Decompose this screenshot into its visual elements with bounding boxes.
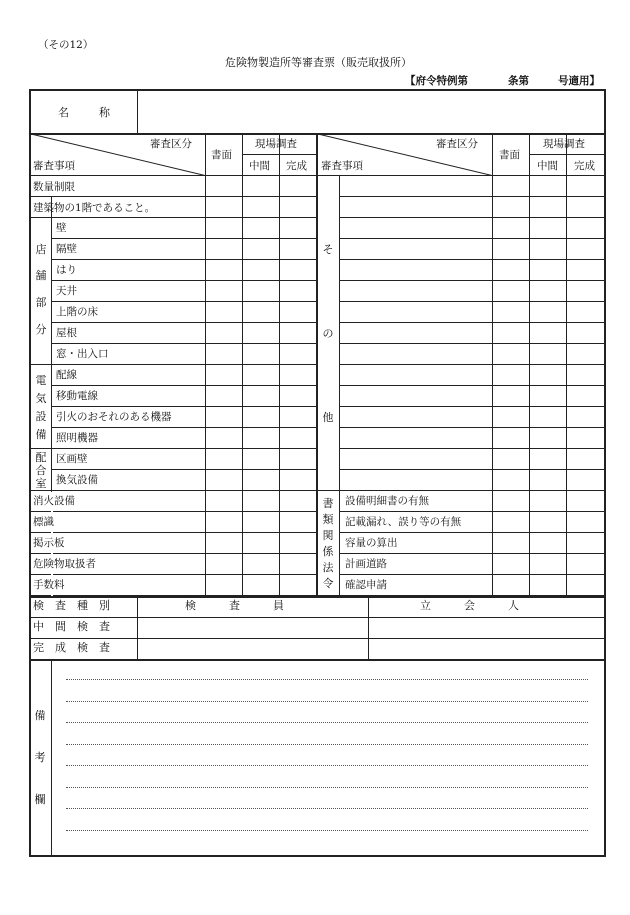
left-item-label: 審査事項 [33,160,75,172]
right-row-line [339,385,605,386]
left-complete-label: 完成 [286,160,307,172]
left-row-line [51,238,317,239]
mix-group-2: 合 [35,464,47,477]
right-row-line [339,427,605,428]
right-row-line [316,490,605,491]
right-row-line [339,532,605,533]
right-col-document-left [492,133,493,597]
shop-window: 窓・出入口 [56,348,109,360]
right-row-line [339,469,605,470]
left-row-line [29,364,317,365]
other-group-1: そ [322,243,334,256]
left-row-line [29,196,317,197]
left-onsite-divider [242,154,317,155]
subtitle-suffix: 号適用】 [558,75,600,87]
docs-group-3: 関 [322,529,334,542]
header-bottom [29,175,605,176]
frame-right [604,89,606,857]
mix-group-1: 配 [35,451,47,464]
remarks-label-1: 備 [34,709,46,722]
remarks-line[interactable] [66,830,588,831]
inspection-top [29,596,605,598]
witness-label: 立 会 人 [420,599,519,612]
shop-group-3: 部 [35,296,47,309]
shop-partition: 隔壁 [56,243,77,255]
docs-confirmation: 確認申請 [345,579,387,591]
item-fire-equipment: 消火設備 [33,495,75,507]
left-row-line [51,322,317,323]
remarks-line[interactable] [66,808,588,809]
left-row-line [29,448,317,449]
item-quantity: 数量制限 [33,181,75,193]
right-row-line [339,280,605,281]
right-row-line [339,217,605,218]
left-row-line [51,343,317,344]
right-row-line [339,259,605,260]
right-row-line [339,553,605,554]
right-onsite-label: 現場調査 [543,138,585,150]
right-row-line [339,448,605,449]
remarks-line[interactable] [66,679,588,680]
docs-errors: 記載漏れ、誤り等の有無 [345,516,462,528]
right-row-line [339,511,605,512]
left-row-line [51,427,317,428]
name-label-1: 名 [58,106,69,119]
elec-ignition-equipment: 引火のおそれのある機器 [56,411,172,423]
col-document-left [205,133,206,597]
right-col-interim-left [529,133,530,597]
shop-wall: 壁 [56,222,67,234]
left-row-line [51,469,317,470]
right-group-col [339,175,340,597]
right-item-label: 審査事項 [321,160,363,172]
remarks-label-3: 欄 [34,793,46,806]
left-row-line [29,490,317,491]
other-group-3: 他 [322,411,334,424]
interim-inspection-label: 中 間 検 査 [33,620,110,633]
shop-group-4: 分 [35,323,47,336]
shop-ceiling: 天井 [56,285,77,297]
item-sign: 標識 [33,516,54,528]
docs-group-2: 類 [322,513,334,526]
right-row-line [339,301,605,302]
left-row-line [51,385,317,386]
mix-partition-wall: 区画壁 [56,453,88,465]
shop-group-1: 店 [35,243,47,256]
mix-group-3: 室 [35,477,47,490]
frame-top [29,89,605,91]
right-document-label: 書面 [499,149,520,161]
item-fee: 手数料 [33,579,65,591]
subtitle-article: 条第 [508,75,529,87]
elec-group-1: 電 [35,374,47,387]
right-row-line [339,196,605,197]
form-number: （その12） [38,39,94,51]
right-row-line [339,364,605,365]
right-category-label: 審査区分 [436,138,478,150]
docs-spec: 設備明細書の有無 [345,495,429,507]
left-row-line [51,259,317,260]
left-row-line [29,217,317,218]
left-row-line [51,280,317,281]
inspection-row-1 [29,617,605,618]
remarks-line[interactable] [66,722,588,723]
form-title: 危険物製造所等審査票（販売取扱所） [225,56,412,69]
left-row-line [29,574,317,575]
left-row-line [29,553,317,554]
inspection-bottom [29,659,605,661]
remarks-line[interactable] [66,701,588,702]
left-document-label: 書面 [211,149,232,161]
other-group-2: の [322,327,334,340]
right-col-complete-left [566,133,567,597]
docs-capacity: 容量の算出 [345,537,398,549]
item-notice-board: 掲示板 [33,537,65,549]
elec-group-4: 備 [35,428,47,441]
docs-group-5: 法 [322,561,334,574]
shop-group-2: 舗 [35,269,47,282]
left-interim-label: 中間 [249,160,270,172]
col-complete-left [279,133,280,597]
right-row-line [339,343,605,344]
item-handler: 危険物取扱者 [33,558,96,570]
inspection-col-2 [368,596,369,660]
mix-ventilation: 換気設備 [56,474,98,486]
item-first-floor: 建築物の1階であること。 [33,202,156,214]
subtitle-prefix: 【府令特例第 [405,75,468,87]
col-interim-left [242,133,243,597]
name-field[interactable] [145,100,600,128]
left-row-line [51,406,317,407]
right-row-line [339,322,605,323]
inspection-row-2 [29,638,605,639]
right-complete-label: 完成 [574,160,595,172]
shop-upper-floor: 上階の床 [56,306,98,318]
elec-group-3: 設 [35,410,47,423]
frame-left [29,89,31,857]
inspection-type-label: 検 査 種 別 [33,599,110,612]
right-interim-label: 中間 [537,160,558,172]
name-divider [137,89,138,134]
remarks-label-2: 考 [34,751,46,764]
left-row-line [29,532,317,533]
elec-group-2: 気 [35,392,47,405]
left-category-label: 審査区分 [150,138,192,150]
right-row-line [339,406,605,407]
center-divider [316,133,318,597]
shop-roof: 屋根 [56,327,77,339]
right-row-line [339,238,605,239]
left-row-line [51,301,317,302]
docs-planned-road: 計画道路 [345,558,387,570]
left-row-line [29,511,317,512]
shop-beam: はり [56,264,77,276]
remarks-line[interactable] [66,744,588,745]
inspector-label: 検 査 員 [185,599,284,612]
left-onsite-label: 現場調査 [255,138,297,150]
elec-lighting: 照明機器 [56,432,98,444]
frame-bottom [29,855,605,857]
complete-inspection-label: 完 成 検 査 [33,641,110,654]
docs-group-1: 書 [322,497,334,510]
right-onsite-divider [529,154,605,155]
docs-group-6: 令 [322,577,334,590]
docs-group-4: 係 [322,545,334,558]
elec-wiring: 配線 [56,369,77,381]
elec-mobile-wire: 移動電線 [56,390,98,402]
inspection-col-1 [137,596,138,660]
remarks-line[interactable] [66,765,588,766]
remarks-col [51,659,52,857]
right-row-line [339,574,605,575]
remarks-line[interactable] [66,787,588,788]
name-label-2: 称 [99,106,110,119]
